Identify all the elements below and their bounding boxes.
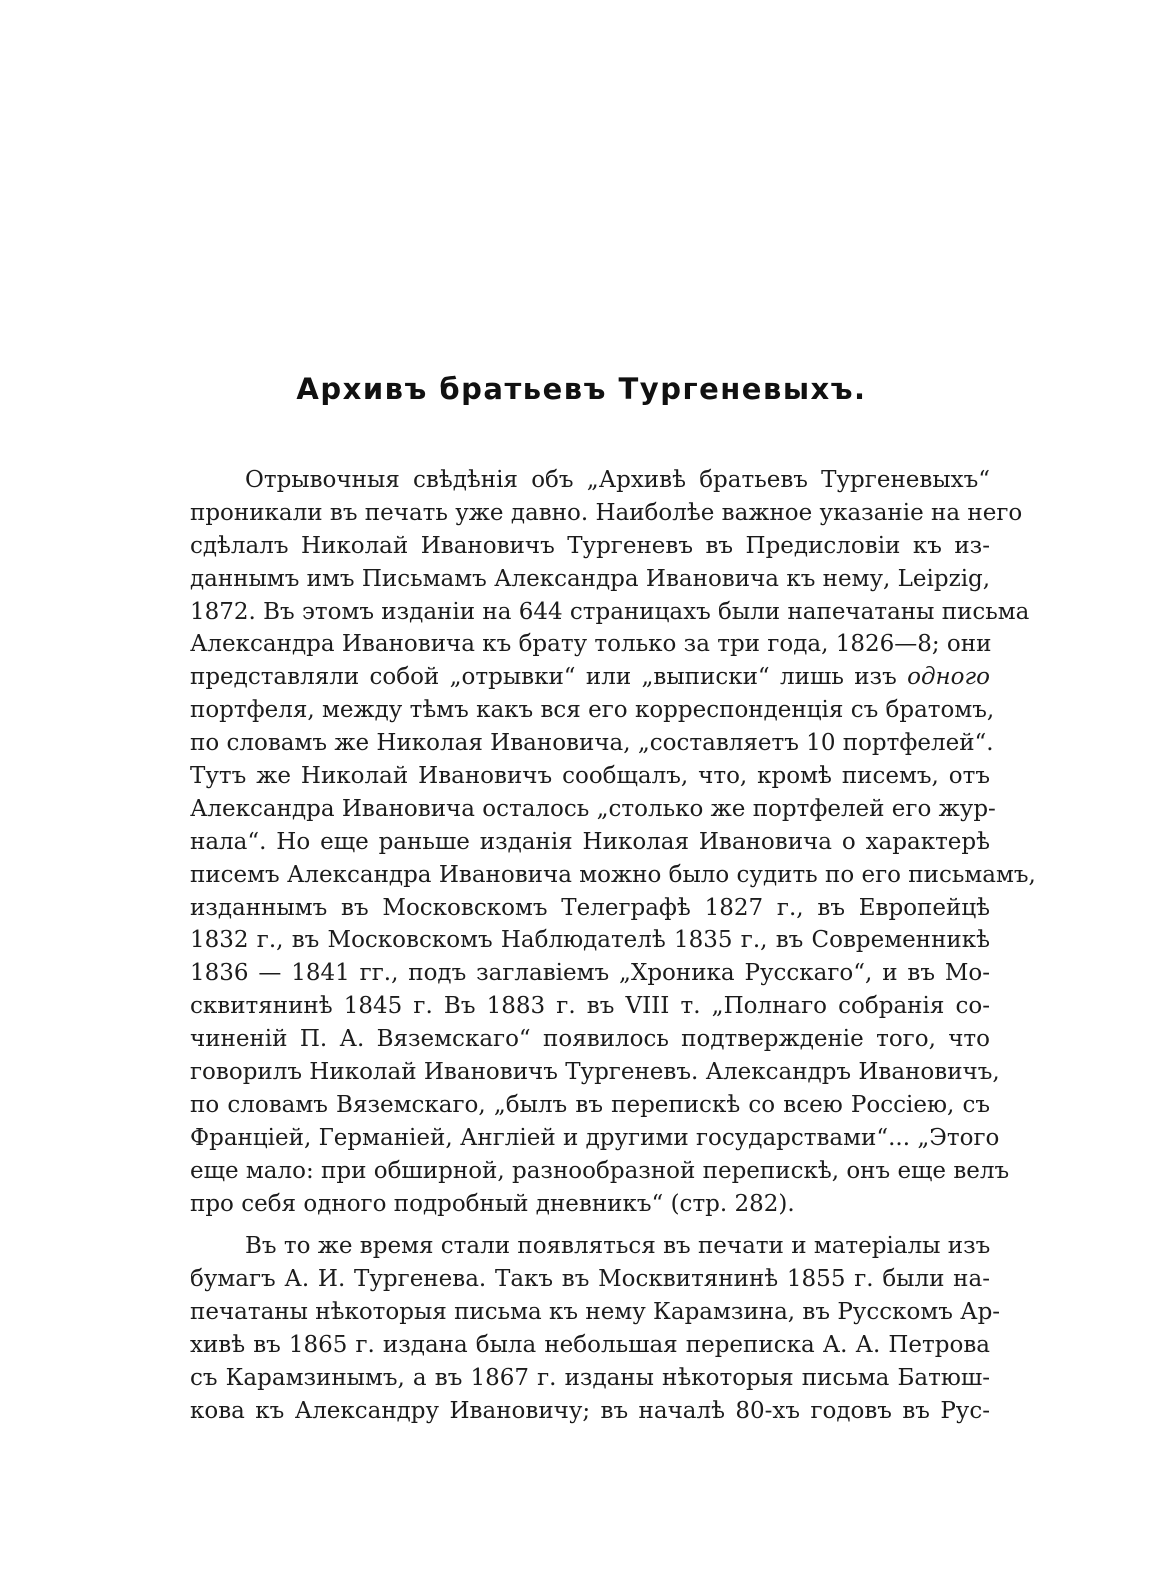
text-line: еще мало: при обширной, разнообразной перепискѣ, онъ еще велъ [190, 1157, 1010, 1184]
text-line: сдѣлалъ Николай Ивановичъ Тургеневъ въ Предисловіи къ из- [190, 532, 990, 559]
text-line: кова къ Александру Ивановичу; въ началѣ 80-хъ годовъ въ Рус- [190, 1397, 990, 1424]
text-line: по словамъ же Николая Ивановича, „составляетъ 10 портфелей“. [190, 730, 994, 757]
text-line: 1836 — 1841 гг., подъ заглавіемъ „Хроника Русскаго“, и въ Мо- [190, 960, 990, 987]
text-line: проникали въ печать уже давно. Наиболѣе важное указаніе на него [190, 499, 1023, 526]
text-line: Тутъ же Николай Ивановичъ сообщалъ, что, кромѣ писемъ, отъ [190, 763, 990, 790]
text-line: Отрывочныя свѣдѣнія объ „Архивѣ братьевъ Тургеневыхъ“ [245, 467, 990, 493]
text-line: портфеля, между тѣмъ какъ вся его корреспонденція съ братомъ, [190, 697, 995, 724]
text-line: чиненій П. А. Вяземскаго“ появилось подтвержденіе того, что [190, 1026, 990, 1053]
text-line: по словамъ Вяземскаго, „былъ въ перепискѣ со всею Россіею, съ [190, 1091, 990, 1118]
text-line: говорилъ Николай Ивановичъ Тургеневъ. Александръ Ивановичъ, [190, 1059, 1000, 1086]
body-text [190, 464, 1036, 1428]
paragraph-2 [190, 1230, 1001, 1427]
text-line: Въ то же время стали появляться въ печати и матеріалы изъ [245, 1233, 991, 1260]
text-line: писемъ Александра Ивановича можно было судить по его письмамъ, [190, 861, 1036, 888]
text-line: про себя одного подробный дневникъ“ (стр. 282). [190, 1190, 795, 1217]
text-line: бумагъ А. И. Тургенева. Такъ въ Москвитянинѣ 1855 г. были на- [190, 1266, 990, 1293]
paragraph-1 [190, 464, 1036, 1220]
text-line: Александра Ивановича осталось „столько же портфелей его жур- [190, 795, 996, 822]
text-line: Франціей, Германіей, Англіей и другими государствами“... „Этого [190, 1124, 1000, 1151]
text-fragment: представляли собой „отрывки“ или „выписки“ лишь изъ [190, 664, 897, 691]
text-line: съ Карамзинымъ, а въ 1867 г. изданы нѣкоторыя письма Батюш- [190, 1365, 990, 1392]
text-line [190, 661, 990, 694]
text-line: нала“. Но еще раньше изданія Николая Ивановича о характерѣ [190, 828, 990, 855]
text-line: 1872. Въ этомъ изданіи на 644 страницахъ были напечатаны письма [190, 598, 1030, 625]
italic-word: одного [907, 664, 991, 691]
text-line: даннымъ имъ Письмамъ Александра Ивановича къ нему, Leipzig, [190, 565, 991, 592]
text-line: печатаны нѣкоторыя письма къ нему Карамзина, въ Русскомъ Ар- [190, 1299, 1001, 1326]
page-title: Архивъ братьевъ Тургеневыхъ. [296, 372, 867, 406]
text-line: изданнымъ въ Московскомъ Телеграфѣ 1827 г., въ Европейцѣ [190, 894, 990, 921]
text-line: сквитянинѣ 1845 г. Въ 1883 г. въ VIII т. „Полнаго собранія со- [190, 993, 990, 1020]
text-line: хивѣ въ 1865 г. издана была небольшая переписка А. А. Петрова [190, 1332, 990, 1359]
text-line: 1832 г., въ Московскомъ Наблюдателѣ 1835 г., въ Современникѣ [190, 927, 990, 954]
text-line: Александра Ивановича къ брату только за три года, 1826—8; они [190, 631, 992, 658]
paragraph-gap [190, 1220, 990, 1230]
